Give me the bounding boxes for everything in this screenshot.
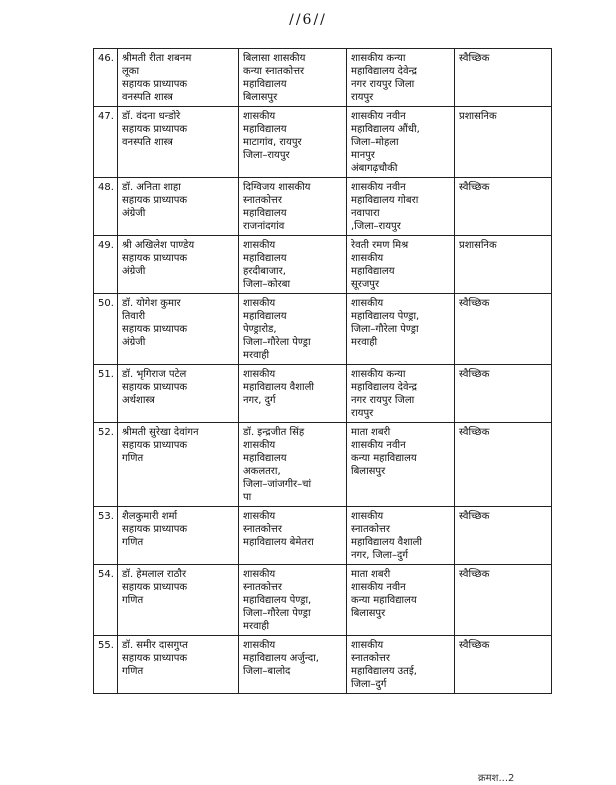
serial-number-cell: 53. xyxy=(94,507,118,565)
transfer-type-cell: स्वैच्छिक xyxy=(455,294,552,365)
current-posting-line: महाविद्यालय वैशाली xyxy=(243,382,314,393)
current-posting-cell xyxy=(239,507,347,565)
current-posting-line: महाविद्यालय xyxy=(243,253,287,264)
new-posting-line: कन्या महाविद्यालय xyxy=(351,595,417,606)
new-posting-line: रेवती रमण मिश्र xyxy=(351,240,409,251)
current-posting-line: जिला–जांजगीर–चां xyxy=(243,479,312,490)
new-posting-line: महाविद्यालय वैशाली xyxy=(351,537,422,548)
table-row xyxy=(94,236,552,294)
current-posting-line: जिला–गौरेला पेण्ड्रा xyxy=(243,337,311,348)
new-posting-line: रायपुर xyxy=(351,92,374,103)
new-posting-line: जिला–दुर्ग xyxy=(351,679,387,690)
new-posting-line: शासकीय कन्या xyxy=(351,369,406,380)
new-posting-line: बिलासपुर xyxy=(351,608,386,619)
new-posting-line: महाविद्यालय पेण्ड्रा, xyxy=(351,311,420,322)
employee-line: डॉ. अनिता शाहा xyxy=(122,182,181,193)
current-posting-line: शासकीय xyxy=(243,111,276,122)
employee-line: अंग्रेजी xyxy=(122,337,146,348)
new-posting-cell xyxy=(347,507,455,565)
current-posting-cell xyxy=(239,49,347,107)
current-posting-line: जिला–बालोद xyxy=(243,666,291,677)
new-posting-line: महाविद्यालय देवेन्द्र xyxy=(351,382,417,393)
employee-line: डॉ. योगेश कुमार xyxy=(122,298,181,309)
table-row xyxy=(94,294,552,365)
current-posting-line: पा xyxy=(243,492,252,503)
current-posting-line: शासकीय xyxy=(243,440,276,451)
current-posting-line: दिग्विजय शासकीय xyxy=(243,182,311,193)
transfer-table xyxy=(93,48,552,694)
serial-number-cell: 48. xyxy=(94,178,118,236)
employee-line: सहायक प्राध्यापक xyxy=(122,382,188,393)
new-posting-line: सूरजपुर xyxy=(351,279,380,290)
current-posting-line: शासकीय xyxy=(243,511,276,522)
new-posting-line: अंबागढ़चौकी xyxy=(351,163,398,174)
serial-number-cell: 49. xyxy=(94,236,118,294)
new-posting-line: स्नातकोत्तर xyxy=(351,524,390,535)
table-row xyxy=(94,507,552,565)
new-posting-line: नवापारा xyxy=(351,208,380,219)
serial-number-cell: 46. xyxy=(94,49,118,107)
current-posting-line: नगर, दुर्ग xyxy=(243,395,276,406)
employee-cell xyxy=(118,49,239,107)
current-posting-line: हरदीबाजार, xyxy=(243,266,286,277)
new-posting-cell xyxy=(347,178,455,236)
employee-line: तिवारी xyxy=(122,311,146,322)
table-row xyxy=(94,49,552,107)
current-posting-line: जिला–गौरेला पेण्ड्रा xyxy=(243,608,311,619)
employee-line: सहायक प्राध्यापक xyxy=(122,440,188,451)
current-posting-line: कन्या स्नातकोत्तर xyxy=(243,66,305,77)
transfer-type-cell: स्वैच्छिक xyxy=(455,507,552,565)
new-posting-line: शासकीय xyxy=(351,253,384,264)
transfer-type-cell: प्रशासनिक xyxy=(455,236,552,294)
transfer-type-cell: स्वैच्छिक xyxy=(455,178,552,236)
employee-cell xyxy=(118,365,239,423)
employee-line: गणित xyxy=(122,537,144,548)
transfer-type-cell: स्वैच्छिक xyxy=(455,636,552,694)
employee-cell xyxy=(118,294,239,365)
employee-line: सहायक प्राध्यापक xyxy=(122,79,188,90)
current-posting-line: शासकीय xyxy=(243,569,276,580)
new-posting-line: महाविद्यालय औंधी, xyxy=(351,124,420,135)
current-posting-line: स्नातकोत्तर xyxy=(243,524,282,535)
new-posting-line: महाविद्यालय गोबरा xyxy=(351,195,419,206)
continuation-marker: क्रमश...2 xyxy=(478,773,515,784)
new-posting-cell xyxy=(347,236,455,294)
serial-number-cell: 50. xyxy=(94,294,118,365)
new-posting-line: महाविद्यालय उतई, xyxy=(351,666,417,677)
current-posting-line: महाविद्यालय xyxy=(243,208,287,219)
employee-line: शैलकुमारी शर्मा xyxy=(122,511,178,522)
table-row xyxy=(94,107,552,178)
current-posting-cell xyxy=(239,294,347,365)
current-posting-line: अकलतरा, xyxy=(243,466,281,477)
new-posting-cell xyxy=(347,565,455,636)
employee-line: अंग्रेजी xyxy=(122,208,146,219)
table-row xyxy=(94,565,552,636)
new-posting-line: शासकीय नवीन xyxy=(351,111,406,122)
new-posting-line: माता शबरी xyxy=(351,427,391,438)
current-posting-line: माटागांव, रायपुर xyxy=(243,137,302,148)
transfer-type-cell: प्रशासनिक xyxy=(455,107,552,178)
employee-line: सहायक प्राध्यापक xyxy=(122,582,188,593)
employee-line: डॉ. वंदना धन्डोरे xyxy=(122,111,181,122)
table-row xyxy=(94,178,552,236)
employee-line: सहायक प्राध्यापक xyxy=(122,524,188,535)
employee-line: सहायक प्राध्यापक xyxy=(122,195,188,206)
employee-line: डॉ. भृगिराज पटेल xyxy=(122,369,187,380)
serial-number-cell: 55. xyxy=(94,636,118,694)
current-posting-line: राजनांदगांव xyxy=(243,221,285,232)
employee-cell xyxy=(118,636,239,694)
current-posting-line: स्नातकोत्तर xyxy=(243,582,282,593)
employee-line: डॉ. हेमलाल राठौर xyxy=(122,569,187,580)
table-row xyxy=(94,423,552,507)
current-posting-cell xyxy=(239,565,347,636)
current-posting-line: डॉ. इन्द्रजीत सिंह xyxy=(243,427,305,438)
new-posting-line: शासकीय नवीन xyxy=(351,182,406,193)
serial-number-cell: 47. xyxy=(94,107,118,178)
employee-line: श्री अखिलेश पाण्डेय xyxy=(122,240,195,251)
current-posting-line: जिला–कोरबा xyxy=(243,279,291,290)
serial-number-cell: 52. xyxy=(94,423,118,507)
current-posting-line: बिलासा शासकीय xyxy=(243,53,306,64)
page-number: //6// xyxy=(289,12,327,28)
employee-line: अर्थशास्त्र xyxy=(122,395,155,406)
current-posting-line: शासकीय xyxy=(243,640,276,651)
new-posting-line: जिला–गौरेला पेण्ड्रा xyxy=(351,324,419,335)
current-posting-line: मरवाही xyxy=(243,621,270,632)
employee-cell xyxy=(118,507,239,565)
new-posting-line: महाविद्यालय xyxy=(351,266,395,277)
new-posting-line: नगर, जिला–दुर्ग xyxy=(351,550,408,561)
employee-line: लूका xyxy=(122,66,140,77)
current-posting-line: महाविद्यालय xyxy=(243,124,287,135)
employee-line: सहायक प्राध्यापक xyxy=(122,253,188,264)
current-posting-line: महाविद्यालय xyxy=(243,453,287,464)
employee-line: सहायक प्राध्यापक xyxy=(122,653,188,664)
transfer-type-cell: स्वैच्छिक xyxy=(455,365,552,423)
new-posting-cell xyxy=(347,49,455,107)
serial-number-cell: 54. xyxy=(94,565,118,636)
employee-cell xyxy=(118,423,239,507)
transfer-type-cell: स्वैच्छिक xyxy=(455,423,552,507)
current-posting-cell xyxy=(239,178,347,236)
new-posting-line: मरवाही xyxy=(351,337,378,348)
new-posting-line: बिलासपुर xyxy=(351,466,386,477)
transfer-type-cell: स्वैच्छिक xyxy=(455,49,552,107)
employee-line: सहायक प्राध्यापक xyxy=(122,324,188,335)
new-posting-line: स्नातकोत्तर xyxy=(351,653,390,664)
serial-number-cell: 51. xyxy=(94,365,118,423)
current-posting-line: जिला–रायपुर xyxy=(243,150,290,161)
employee-line: अंग्रेजी xyxy=(122,266,146,277)
current-posting-line: स्नातकोत्तर xyxy=(243,195,282,206)
new-posting-line: माता शबरी xyxy=(351,569,391,580)
employee-cell xyxy=(118,236,239,294)
employee-line: श्रीमती सुरेखा देवांगन xyxy=(122,427,199,438)
new-posting-line: शासकीय xyxy=(351,298,384,309)
employee-line: श्रीमती रीता शबनम xyxy=(122,53,192,64)
new-posting-line: शासकीय कन्या xyxy=(351,53,406,64)
new-posting-line: रायपुर xyxy=(351,408,374,419)
table-row xyxy=(94,365,552,423)
current-posting-line: शासकीय xyxy=(243,240,276,251)
current-posting-line: बिलासपुर xyxy=(243,92,278,103)
employee-line: गणित xyxy=(122,595,144,606)
employee-line: डॉ. समीर दासगुप्त xyxy=(122,640,188,651)
current-posting-line: महाविद्यालय बेमेतरा xyxy=(243,537,314,548)
employee-line: वनस्पति शास्त्र xyxy=(122,137,173,148)
employee-cell xyxy=(118,178,239,236)
new-posting-line: नगर रायपुर जिला xyxy=(351,395,415,406)
current-posting-line: शासकीय xyxy=(243,369,276,380)
current-posting-cell xyxy=(239,365,347,423)
employee-line: गणित xyxy=(122,453,144,464)
table-row xyxy=(94,636,552,694)
new-posting-cell xyxy=(347,423,455,507)
new-posting-line: नगर रायपुर जिला xyxy=(351,79,415,90)
current-posting-line: महाविद्यालय xyxy=(243,311,287,322)
new-posting-line: महाविद्यालय देवेन्द्र xyxy=(351,66,417,77)
new-posting-line: शासकीय नवीन xyxy=(351,582,406,593)
new-posting-line: ,जिला–रायपुर xyxy=(351,221,401,232)
employee-cell xyxy=(118,107,239,178)
current-posting-cell xyxy=(239,636,347,694)
current-posting-line: पेण्ड्रारोड, xyxy=(243,324,277,335)
current-posting-line: महाविद्यालय xyxy=(243,79,287,90)
new-posting-cell xyxy=(347,107,455,178)
current-posting-line: महाविद्यालय पेण्ड्रा, xyxy=(243,595,312,606)
current-posting-cell xyxy=(239,423,347,507)
current-posting-line: महाविद्यालय अर्जुन्दा, xyxy=(243,653,319,664)
new-posting-line: कन्या महाविद्यालय xyxy=(351,453,417,464)
employee-cell xyxy=(118,565,239,636)
current-posting-line: मरवाही xyxy=(243,350,270,361)
new-posting-cell xyxy=(347,636,455,694)
new-posting-line: शासकीय xyxy=(351,640,384,651)
current-posting-cell xyxy=(239,107,347,178)
new-posting-line: शासकीय xyxy=(351,511,384,522)
new-posting-line: मानपुर xyxy=(351,150,375,161)
employee-line: सहायक प्राध्यापक xyxy=(122,124,188,135)
new-posting-line: शासकीय नवीन xyxy=(351,440,406,451)
current-posting-cell xyxy=(239,236,347,294)
new-posting-line: जिला–मोहला xyxy=(351,137,399,148)
transfer-type-cell: स्वैच्छिक xyxy=(455,565,552,636)
employee-line: वनस्पति शास्त्र xyxy=(122,92,173,103)
employee-line: गणित xyxy=(122,666,144,677)
new-posting-cell xyxy=(347,365,455,423)
table-body xyxy=(94,49,552,694)
new-posting-cell xyxy=(347,294,455,365)
current-posting-line: शासकीय xyxy=(243,298,276,309)
